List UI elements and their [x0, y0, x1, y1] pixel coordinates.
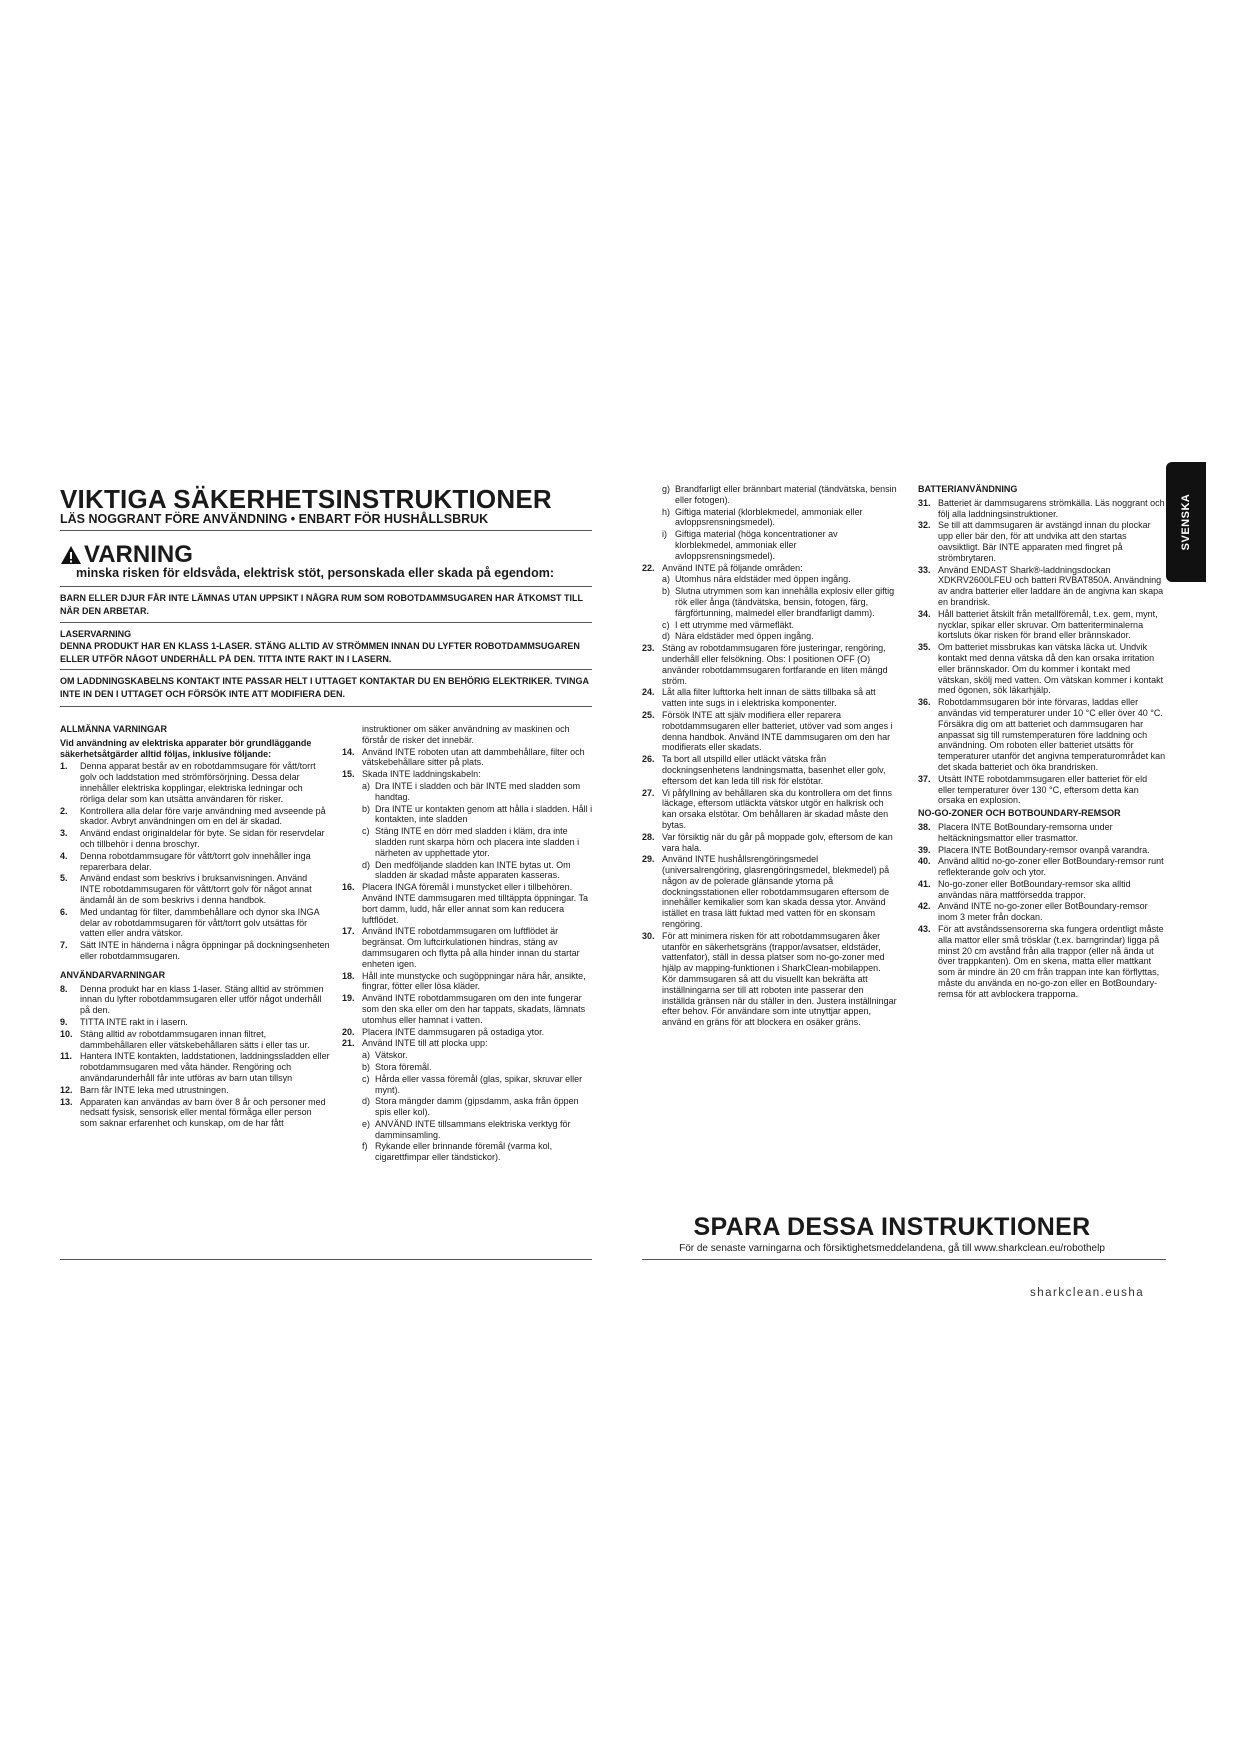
- list-item: [342, 926, 594, 969]
- sub-list-item: [342, 860, 594, 882]
- item-text: Använd endast originaldelar för byte. Se sidan för reservdelar och tillbehör i denna broschyr.: [80, 828, 325, 849]
- item-text: Slutna utrymmen som kan innehålla explosiv eller giftig rök eller ånga (tändvätska, bensin, fotogen, färg, färgförtunning, malmedel eller brandfarligt damm).: [675, 586, 895, 618]
- item-text: No-go-zoner eller BotBoundary-remsor ska alltid användas nära mattförsedda trappor.: [938, 878, 1131, 900]
- list-item: [918, 642, 1166, 696]
- list-item: [60, 1029, 330, 1051]
- item-text: Om batteriet missbrukas kan vätska läcka ut. Undvik kontakt med denna vätska då den kan orsaka irritation eller brännskador. Om du kommer i kontakt med vätskan, skölj med vatten. Om vätskan kommer i kontakt med ögonen, sök läkarhjälp.: [938, 642, 1164, 696]
- item-text: Använd INTE till att plocka upp:: [362, 1038, 488, 1049]
- column-general-warnings: [60, 724, 330, 1130]
- item-text: Ta bort all utspilld eller utläckt vätska från dockningsenhetens landningsmatta, basenhet eller golv, eftersom det kan leda till risk för elstötar.: [662, 754, 886, 786]
- item-list: [60, 984, 330, 1129]
- item-number: 18.: [342, 970, 355, 981]
- divider: [60, 1259, 592, 1260]
- sub-list: [342, 781, 594, 881]
- item-text: Robotdammsugaren bör inte förvaras, laddas eller användas vid temperaturer under 10 °C eller över 40 °C. Försäkra dig om att batteriet och dammsugaren har anpassat sig till rumstemperaturen före laddning och användning. Om roboten eller batteriet utsätts för temperaturer utanför det angivna temperaturområdet kan det skada batteriet och öka brandrisken.: [938, 697, 1166, 772]
- divider: [60, 669, 592, 670]
- item-number: 31.: [918, 497, 931, 508]
- item-number: 23.: [642, 643, 655, 654]
- item-text: Giftiga material (klorblekmedel, ammoniak eller avloppsrensningsmedel).: [675, 506, 863, 528]
- section-lead: Vid användning av elektriska apparater bör grundläggande säkerhetsåtgärder alltid följas, inklusive följande:: [60, 737, 312, 759]
- save-instructions-note: För de senaste varningarna och försiktighetsmeddelandena, gå till www.sharkclean.eu/robothelp: [679, 1243, 1105, 1254]
- column-areas: [642, 484, 897, 1029]
- warning-subtitle: minska risken för eldsvåda, elektrisk stöt, personskada eller skada på egendom:: [76, 566, 554, 580]
- item-text: Hårda eller vassa föremål (glas, spikar, skruvar eller mynt).: [375, 1073, 583, 1095]
- list-item: [342, 1027, 594, 1038]
- list-item: [918, 901, 1166, 923]
- item-text: Håll inte munstycke och sugöppningar nära hår, ansikte, fingrar, fötter eller lösa kläder.: [362, 970, 586, 992]
- sub-list: [342, 1050, 594, 1163]
- item-list: [342, 882, 594, 1049]
- divider: [60, 706, 592, 707]
- item-text: TITTA INTE rakt in i lasern.: [80, 1016, 188, 1027]
- item-number: 29.: [642, 854, 655, 865]
- item-text: Håll batteriet åtskilt från metallföremål, t.ex. gem, mynt, nycklar, spikar eller skruvar. Om batteriterminalerna kortsluts ökar risken för brand eller brännskador.: [938, 608, 1158, 641]
- notice-laser-heading: LASERVARNING: [60, 629, 132, 639]
- list-item: [642, 687, 897, 709]
- list-item: [642, 710, 897, 753]
- sub-list-item: [342, 1062, 594, 1073]
- warning-triangle-icon: [60, 545, 82, 565]
- item-number: 12.: [60, 1084, 73, 1095]
- item-text: Placera INGA föremål i munstycket eller i tillbehören. Använd INTE dammsugaren med tilltäppta öppningar. Ta bort damm, ludd, hår eller annat som kan reducera luftflödet.: [362, 882, 588, 925]
- footer-url: sharkclean.eusha: [1030, 1287, 1145, 1299]
- item-number: h): [662, 506, 671, 517]
- list-item: [642, 754, 897, 786]
- sub-list-item: [342, 1050, 594, 1061]
- item-text: Kontrollera alla delar före varje användning med avseende på skador. Avbryt användningen om en del är skadad.: [80, 805, 326, 827]
- item-text: För att minimera risken för att robotdammsugaren åker utanför en säkerhetsgräns (trappor/avsatser, eldstäder, vattenfator), ställ in dessa platser som no-go-zoner med hjälp av mapping-funktionen i SharkClean-mobilappen. Kör dammsugaren så att du visuellt kan bekräfta att inställningarna ser till att roboten inte passerar den inställda gränsen när du ställer in den. Justera inställningar efter behov. För användare som inte utnyttjar appen, använd en gräns för att blockera en osäker gräns.: [662, 930, 897, 1028]
- divider: [60, 622, 592, 623]
- item-number: b): [362, 803, 371, 814]
- item-number: 8.: [60, 983, 68, 994]
- list-item: [918, 879, 1166, 901]
- list-item: [918, 498, 1166, 520]
- item-text: Använd INTE robotdammsugaren om luftflödet är begränsat. Om luftcirkulationen hindras, stäng av dammsugaren och flytta på alla hinder innan du startar enheten igen.: [362, 926, 580, 969]
- item-text: Vätskor.: [375, 1050, 408, 1061]
- list-item: [60, 907, 330, 939]
- item-number: 42.: [918, 901, 931, 912]
- list-item: [60, 1017, 330, 1028]
- item-number: 28.: [642, 831, 655, 842]
- page-subtitle: LÄS NOGGRANT FÖRE ANVÄNDNING • ENBART FÖR HUSHÅLLSBRUK: [60, 512, 489, 526]
- list-item: [642, 563, 897, 574]
- list-item: [642, 788, 897, 831]
- item-number: 33.: [918, 564, 931, 575]
- item-text: För att avståndssensorerna ska fungera ordentligt måste alla mattor eller små trösklar (t.ex. barngrindar) ligga på minst 20 cm avstånd från alla trappor (eller nå ända ut över trappkanten). Om en skena, matta eller mattkant som är mindre än 20 cm från trappan inte kan förflyttas, måste du använda en no-go-zon eller en BotBoundary-remsa för att avblockera trapporna.: [938, 924, 1164, 999]
- item-number: 4.: [60, 850, 68, 861]
- sub-list-item: [642, 484, 897, 506]
- item-number: 15.: [342, 769, 355, 780]
- item-list: [342, 747, 594, 780]
- item-number: 9.: [60, 1016, 68, 1027]
- item-text: Denna produkt har en klass 1-laser. Stäng alltid av strömmen innan du lyfter robotdammsugaren eller utför något underhåll på den.: [80, 983, 324, 1016]
- list-item: [342, 971, 594, 993]
- item-number: 2.: [60, 805, 68, 816]
- item-text: Använd INTE roboten utan att dammbehållare, filter och vätskebehållare sitter på plats.: [362, 746, 585, 768]
- item-number: 25.: [642, 709, 655, 720]
- list-item: [60, 940, 330, 962]
- list-item: [60, 873, 330, 905]
- item-number: c): [662, 619, 670, 630]
- list-item: [918, 774, 1166, 806]
- sub-list-item: [642, 529, 897, 561]
- notice-children: BARN ELLER DJUR FÅR INTE LÄMNAS UTAN UPPSIKT I NÅGRA RUM SOM ROBOTDAMMSUGAREN HAR ÅTKOMST TILL NÄR DEN ARBETAR.: [60, 593, 583, 616]
- item-text: Placera INTE BotBoundary-remsorna under heltäckningsmattor eller trasmattor.: [938, 821, 1113, 843]
- list-item: [642, 643, 897, 686]
- sub-list-item: [342, 781, 594, 803]
- sub-list-item: [642, 507, 897, 529]
- item-number: 38.: [918, 821, 931, 832]
- item-text: Apparaten kan användas av barn över 8 år och personer med nedsatt fysisk, sensorisk eller mental förmåga eller person som saknar erfarenhet och kunskap, om de har fått: [80, 1096, 326, 1129]
- list-item: [918, 924, 1166, 1000]
- item-number: i): [662, 529, 667, 540]
- item-list: [60, 761, 330, 961]
- item-text: Stora mängder damm (gipsdamm, aska från öppen spis eller kol).: [375, 1096, 579, 1118]
- section-heading: BATTERIANVÄNDNING: [918, 484, 1018, 494]
- item-text: Dra INTE ur kontakten genom att hålla i sladden. Håll i kontakten, inte sladden: [375, 803, 593, 825]
- item-text: Använd endast som beskrivs i bruksanvisningen. Använd INTE robotdammsugaren för vått/torrt golv för något annat ändamål än de som beskrivs i denna handbok.: [80, 873, 312, 905]
- item-text: Hantera INTE kontakten, laddstationen, laddningssladden eller robotdammsugaren med våta händer. Rengöring och användarunderhåll får inte utföras av barn utan tillsyn: [80, 1051, 330, 1083]
- divider: [642, 1259, 1166, 1260]
- sub-list-item: [642, 631, 897, 642]
- item-text: I ett utrymme med värmefläkt.: [675, 619, 795, 630]
- item-list: [918, 498, 1166, 806]
- sub-list-item: [642, 620, 897, 631]
- list-item: [642, 931, 897, 1028]
- list-item: [60, 851, 330, 873]
- item-number: e): [362, 1118, 371, 1129]
- list-item: [342, 747, 594, 769]
- item-number: 16.: [342, 882, 355, 893]
- list-item: [60, 761, 330, 804]
- sub-list-item: [342, 826, 594, 858]
- item-number: b): [362, 1061, 371, 1072]
- sub-list-item: [642, 586, 897, 618]
- item-number: 30.: [642, 930, 655, 941]
- item-number: a): [662, 574, 671, 585]
- item-number: 10.: [60, 1028, 73, 1039]
- item-number: 17.: [342, 926, 355, 937]
- item-text: Rykande eller brinnande föremål (varma kol, cigarettfimpar eller tändstickor).: [375, 1141, 553, 1163]
- item-number: 35.: [918, 642, 931, 653]
- item-number: 5.: [60, 873, 68, 884]
- sub-list-item: [642, 574, 897, 585]
- item-number: 40.: [918, 856, 931, 867]
- item-number: 41.: [918, 878, 931, 889]
- item-text: Batteriet är dammsugarens strömkälla. Läs noggrant och följ alla laddningsinstruktioner.: [938, 497, 1165, 519]
- column-warnings-continued: [342, 724, 594, 1164]
- item-text: Var försiktig när du går på moppade golv, eftersom de kan vara hala.: [662, 831, 893, 853]
- item-text: Denna apparat består av en robotdammsugare för vått/torrt golv och laddstation med strömförsörjning. Dessa delar innehåller elektriska kopplingar, elektriska ledningar och rörliga delar som kan utsätta användaren för risker.: [80, 761, 316, 804]
- item-list: [642, 643, 897, 1028]
- language-tab-label: SVENSKA: [1180, 493, 1192, 551]
- item-text: Denna robotdammsugare för vått/torrt golv innehåller inga reparerbara delar.: [80, 850, 311, 872]
- item-number: 21.: [342, 1038, 355, 1049]
- list-item: [642, 854, 897, 930]
- sub-list-item: [342, 1141, 594, 1163]
- item-text: Använd INTE no-go-zoner eller BotBoundary-remsor inom 3 meter från dockan.: [938, 901, 1148, 923]
- item-number: c): [362, 1073, 370, 1084]
- item-text: Med undantag för filter, dammbehållare och dynor ska INGA delar av robotdammsugaren för vått/torrt golv utsättas för vatten eller andra vätskor.: [80, 906, 320, 939]
- item-number: 34.: [918, 608, 931, 619]
- column-battery: [918, 484, 1166, 1001]
- item-number: 24.: [642, 687, 655, 698]
- item-text: Använd alltid no-go-zoner eller BotBoundary-remsor runt reflekterande golv och ytor.: [938, 856, 1164, 878]
- item-number: 7.: [60, 940, 68, 951]
- list-item: [342, 769, 594, 780]
- list-item: [918, 822, 1166, 844]
- item-number: a): [362, 1050, 371, 1061]
- item-number: d): [362, 859, 371, 870]
- list-item: [60, 1097, 330, 1129]
- notice-plug: OM LADDNINGSKABELNS KONTAKT INTE PASSAR HELT I UTTAGET KONTAKTAR DU EN BEHÖRIG ELEKTRIKER. TVINGA INTE IN DEN I UTTAGET OCH FÖRSÖK INTE ATT MODIFIERA DEN.: [60, 676, 589, 699]
- divider: [60, 530, 592, 531]
- item-number: d): [362, 1096, 371, 1107]
- sub-list-item: [342, 804, 594, 826]
- list-item: [60, 1051, 330, 1083]
- item-text: Vi påfyllning av behållaren ska du kontrollera om det finns läckage, eftersom utläckta vätskor utgör en halkrisk och kan orsaka elstötar. Om behållaren är skadad måste den bytas.: [662, 787, 892, 830]
- section-heading: NO-GO-ZONER OCH BOTBOUNDARY-REMSOR: [918, 808, 1121, 819]
- item-text: Nära eldstäder med öppen ingång.: [675, 631, 814, 642]
- item-text: Giftiga material (höga koncentrationer av klorblekmedel, ammoniak eller avloppsrensningsmedel).: [675, 529, 838, 561]
- list-item: [60, 984, 330, 1016]
- item-text: Dra INTE i sladden och bär INTE med sladden som handtag.: [375, 780, 581, 802]
- item-number: 39.: [918, 844, 931, 855]
- list-item: [918, 697, 1166, 773]
- item-text: Försök INTE att själv modifiera eller reparera robotdammsugaren eller batteriet, utöver vad som anges i denna handbok. Använd INTE dammsugaren om den har modifierats eller skadats.: [662, 709, 893, 753]
- list-item: [642, 832, 897, 854]
- item-text: Stäng alltid av robotdammsugaren innan filtret, dammbehållaren eller vätskebehållaren sätts i eller tas ur.: [80, 1028, 310, 1050]
- item-number: 11.: [60, 1051, 73, 1062]
- section-heading: ALLMÄNNA VARNINGAR: [60, 724, 167, 734]
- item-number: g): [662, 484, 671, 494]
- page-title: VIKTIGA SÄKERHETSINSTRUKTIONER: [60, 484, 552, 514]
- list-item: [918, 856, 1166, 878]
- item-text: Stäng av robotdammsugaren före justeringar, rengöring, underhåll eller felsökning. Obs: I positionen OFF (O) använder robotdammsugaren fortfarande en liten mängd ström.: [662, 643, 888, 686]
- sub-list-item: [342, 1074, 594, 1096]
- item-number: 1.: [60, 761, 68, 772]
- item-number: 19.: [342, 993, 355, 1004]
- sub-list: [642, 574, 897, 642]
- item-number: 36.: [918, 697, 931, 708]
- item-number: d): [662, 631, 671, 642]
- item-number: 14.: [342, 746, 355, 757]
- item-number: 26.: [642, 754, 655, 765]
- list-item: [342, 882, 594, 925]
- list-item: [60, 828, 330, 850]
- list-item: [342, 993, 594, 1025]
- item-number: a): [362, 780, 371, 791]
- item-text: Barn får INTE leka med utrustningen.: [80, 1084, 229, 1095]
- item-number: 13.: [60, 1096, 73, 1107]
- item-list: [918, 822, 1166, 1000]
- item-number: 20.: [342, 1026, 355, 1037]
- item-number: 3.: [60, 828, 68, 839]
- item-number: b): [662, 586, 671, 597]
- divider: [60, 586, 592, 587]
- item-number: 22.: [642, 562, 655, 573]
- sub-list-item: [342, 1096, 594, 1118]
- item-text: Låt alla filter lufttorka helt innan de sätts tillbaka så att vatten inte sugs in i elektriska komponenter.: [662, 687, 876, 709]
- warning-title: [60, 541, 193, 569]
- item-text: Använd ENDAST Shark®-laddningsdockan XDKRV2600LFEU och batteri RVBAT850A. Användning av andra batterier eller laddare än de angivna kan skapa en brandrisk.: [938, 564, 1164, 607]
- item-text: Sätt INTE in händerna i några öppningar på dockningsenheten eller robotdammsugaren.: [80, 940, 330, 961]
- item-number: 32.: [918, 520, 931, 531]
- item-number: c): [362, 826, 370, 837]
- sub-list-item: [342, 1119, 594, 1141]
- item-number: 37.: [918, 773, 931, 784]
- item-text: ANVÄND INTE tillsammans elektriska verktyg för damminsamling.: [375, 1118, 571, 1140]
- list-item: [60, 1085, 330, 1096]
- language-tab: [1166, 462, 1206, 582]
- notice-laser: DENNA PRODUKT HAR EN KLASS 1-LASER. STÄNG ALLTID AV STRÖMMEN INNAN DU LYFTER ROBOTDAMMSUGAREN ELLER UTFÖR NÅGOT UNDERHÅLL PÅ DEN. TITTA INTE RAKT IN I LASERN.: [60, 641, 580, 664]
- item-number: 6.: [60, 906, 68, 917]
- item-text: Stäng INTE en dörr med sladden i kläm, dra inte sladden runt skarpa hörn och placera inte sladden i närheten av upphettade ytor.: [375, 826, 580, 858]
- item-text: Utomhus nära eldstäder med öppen ingång.: [675, 574, 851, 585]
- list-item: [918, 845, 1166, 856]
- item-text: Brandfarligt eller brännbart material (tändvätska, bensin eller fotogen).: [675, 484, 897, 505]
- item-text: Stora föremål.: [375, 1061, 432, 1072]
- section-heading: ANVÄNDARVARNINGAR: [60, 969, 166, 980]
- list-item: [60, 806, 330, 828]
- list-item: [342, 1038, 594, 1049]
- item-text: Använd INTE på följande områden:: [662, 562, 803, 573]
- item-text: Utsätt INTE robotdammsugaren eller batteriet för eld eller temperaturer över 130 °C, eftersom detta kan orsaka en explosion.: [938, 773, 1148, 806]
- item-text: Skada INTE laddningskabeln:: [362, 769, 481, 780]
- item-text: Använd INTE robotdammsugaren om den inte fungerar som den ska eller om den har tappats, skadats, lämnats utomhus eller hamnat i vatten.: [362, 993, 586, 1025]
- continued-text: instruktioner om säker användning av maskinen och förstår de risker det innebär.: [362, 724, 570, 745]
- item-text: Använd INTE hushållsrengöringsmedel (universalrengöring, glasrengöringsmedel, blekmedel) på någon av de polerade glänsande ytorna på dockningsstationen eller robotdammsugaren eftersom de innehåller kemikalier som kan skada dessa ytor. Använd istället en trasa lätt fuktad med vatten för en skonsam rengöring.: [662, 854, 890, 930]
- list-item: [918, 565, 1166, 608]
- item-text: Placera INTE BotBoundary-remsor ovanpå varandra.: [938, 844, 1150, 855]
- sub-list: [642, 484, 897, 562]
- item-number: 27.: [642, 787, 655, 798]
- list-item: [918, 520, 1166, 563]
- item-text: Se till att dammsugaren är avstängd innan du plockar upp eller bär den, för att undvika att den startas oavsiktligt. Bär INTE apparaten med fingret på strömbrytaren.: [938, 520, 1151, 563]
- item-text: Placera INTE dammsugaren på ostadiga ytor.: [362, 1026, 545, 1037]
- item-text: Den medföljande sladden kan INTE bytas ut. Om sladden är skadad måste apparaten kasseras.: [375, 859, 571, 881]
- item-number: 43.: [918, 924, 931, 935]
- item-number: f): [362, 1141, 368, 1152]
- list-item: [918, 609, 1166, 641]
- warning-title-text: VARNING: [84, 541, 193, 568]
- save-instructions-title: SPARA DESSA INSTRUKTIONER: [693, 1213, 1091, 1241]
